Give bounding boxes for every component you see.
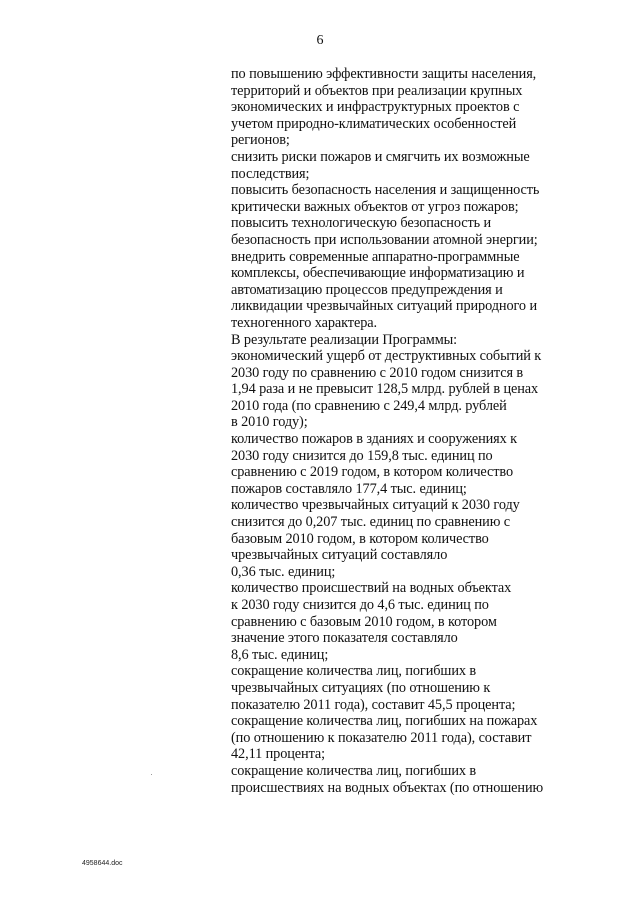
text-line: повысить технологическую безопасность и bbox=[231, 215, 492, 232]
text-line: сокращение количества лиц, погибших в bbox=[231, 663, 477, 680]
text-line: снизить риски пожаров и смягчить их возможные bbox=[231, 148, 530, 165]
file-name-footer: 4958644.doc bbox=[82, 860, 123, 867]
text-line: учетом природно-климатических особенностей bbox=[231, 115, 517, 132]
text-line: 2010 года (по сравнению с 249,4 млрд. рублей bbox=[231, 397, 507, 414]
text-line: автоматизацию процессов предупреждения и bbox=[231, 281, 503, 298]
text-line: к 2030 году снизится до 4,6 тыс. единиц по bbox=[231, 597, 489, 613]
text-line: сокращение количества лиц, погибших на пожарах bbox=[231, 713, 538, 730]
text-line: экономический ущерб от деструктивных событий к bbox=[231, 348, 542, 365]
text-line: 42,11 процента; bbox=[231, 746, 326, 763]
text-line: сокращение количества лиц, погибших в bbox=[231, 762, 477, 779]
text-line: внедрить современные аппаратно-программные bbox=[231, 248, 520, 265]
text-line: показателю 2011 года), составит 45,5 процента; bbox=[231, 696, 516, 713]
text-line: 2030 году снизится до 159,8 тыс. единиц по bbox=[231, 447, 493, 464]
text-line: экономических и инфраструктурных проектов с bbox=[231, 99, 520, 116]
text-line: безопасность при использовании атомной энергии; bbox=[231, 231, 538, 248]
text-line: чрезвычайных ситуациях (по отношению к bbox=[231, 679, 491, 696]
text-line: территорий и объектов при реализации крупных bbox=[231, 82, 523, 99]
text-line: количество происшествий на водных объектах bbox=[231, 580, 512, 597]
scan-speck bbox=[151, 774, 152, 775]
text-line: техногенного характера. bbox=[231, 314, 377, 331]
text-line: сравнению с базовым 2010 годом, в котором bbox=[231, 613, 497, 630]
text-line: регионов; bbox=[231, 132, 290, 149]
text-line: последствия; bbox=[231, 165, 310, 182]
text-line: происшествиях на водных объектах (по отношению bbox=[231, 779, 544, 796]
page-number: 6 bbox=[316, 33, 324, 48]
text-line: чрезвычайных ситуаций составляло bbox=[231, 547, 448, 564]
text-line: количество чрезвычайных ситуаций к 2030 году bbox=[231, 497, 520, 514]
text-line: базовым 2010 годом, в котором количество bbox=[231, 530, 489, 547]
text-line: комплексы, обеспечивающие информатизацию и bbox=[231, 265, 525, 282]
text-line: в 2010 году); bbox=[231, 414, 308, 431]
text-line: по повышению эффективности защиты населения, bbox=[231, 66, 537, 82]
text-line: пожаров составляло 177,4 тыс. единиц; bbox=[231, 480, 467, 497]
text-line: количество пожаров в зданиях и сооружениях к bbox=[231, 431, 518, 448]
text-line: сравнению с 2019 годом, в котором количество bbox=[231, 464, 514, 481]
text-line: повысить безопасность населения и защищенность bbox=[231, 182, 540, 199]
text-line: критически важных объектов от угроз пожаров; bbox=[231, 198, 519, 215]
text-line: 1,94 раза и не превысит 128,5 млрд. рублей в ценах bbox=[231, 381, 539, 398]
text-line: (по отношению к показателю 2011 года), составит bbox=[231, 729, 532, 746]
text-line: 0,36 тыс. единиц; bbox=[231, 563, 336, 580]
text-line: В результате реализации Программы: bbox=[231, 331, 458, 348]
text-line: 8,6 тыс. единиц; bbox=[231, 646, 329, 663]
text-line: 2030 году по сравнению с 2010 годом снизится в bbox=[231, 364, 524, 381]
text-line: значение этого показателя составляло bbox=[231, 630, 458, 647]
text-line: снизится до 0,207 тыс. единиц по сравнению с bbox=[231, 514, 511, 531]
body-text bbox=[231, 66, 631, 796]
text-line: ликвидации чрезвычайных ситуаций природного и bbox=[231, 298, 537, 315]
